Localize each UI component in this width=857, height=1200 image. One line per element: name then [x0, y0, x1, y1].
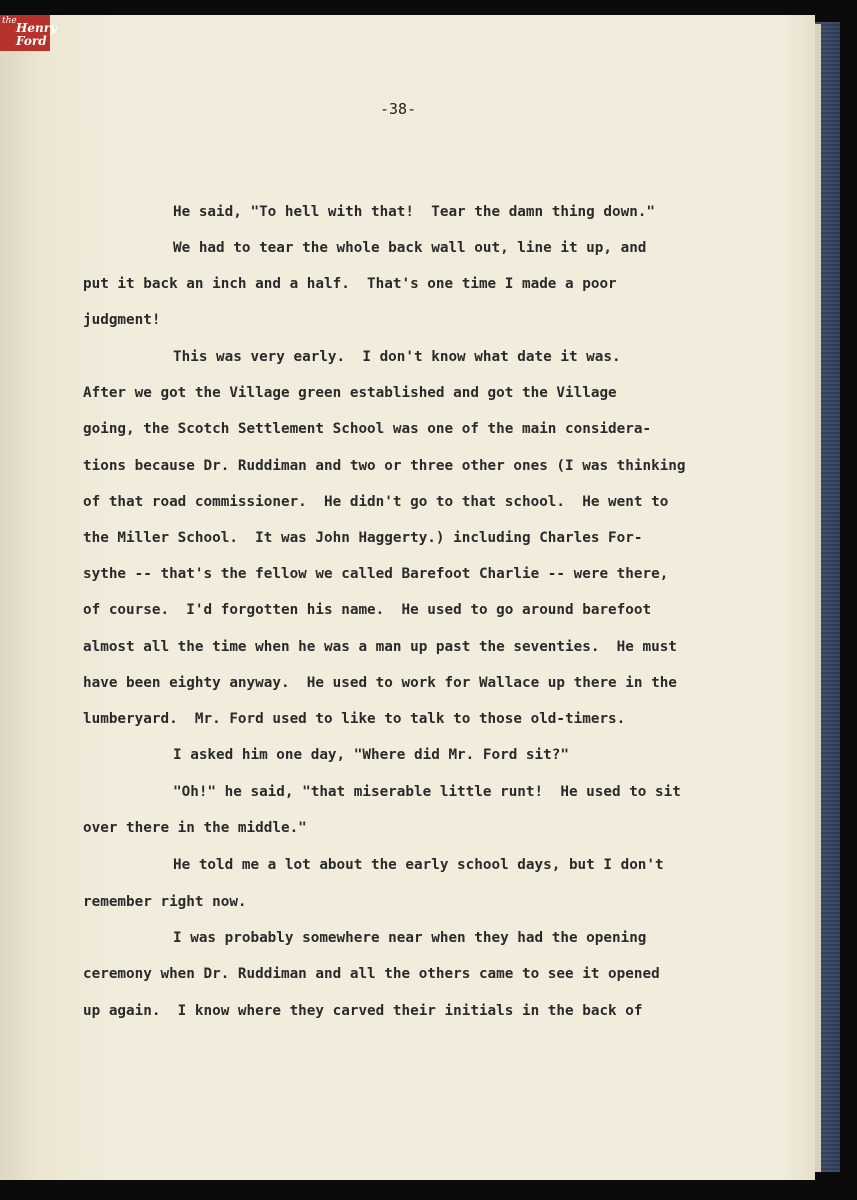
text-line: He told me a lot about the early school days, but I don't — [173, 857, 664, 873]
text-line: the Miller School. It was John Haggerty.) including Charles For- — [83, 530, 643, 546]
text-line: This was very early. I don't know what date it was. — [173, 349, 621, 365]
text-line: put it back an inch and a half. That's one time I made a poor — [83, 276, 617, 292]
text-line: up again. I know where they carved their initials in the back of — [83, 1003, 643, 1019]
text-line: over there in the middle." — [83, 820, 307, 836]
text-line: almost all the time when he was a man up past the seventies. He must — [83, 639, 677, 655]
text-line: of that road commissioner. He didn't go to that school. He went to — [83, 494, 669, 510]
text-line: tions because Dr. Ruddiman and two or three other ones (I was thinking — [83, 458, 686, 474]
text-line: of course. I'd forgotten his name. He used to go around barefoot — [83, 602, 652, 618]
text-line: remember right now. — [83, 894, 247, 910]
text-line: ceremony when Dr. Ruddiman and all the others came to see it opened — [83, 966, 660, 982]
text-line: sythe -- that's the fellow we called Barefoot Charlie -- were there, — [83, 566, 669, 582]
logo-henry: Henry — [16, 21, 57, 35]
page-edge — [815, 24, 821, 1172]
text-line: judgment! — [83, 312, 161, 328]
logo-the: the — [2, 16, 17, 26]
text-line: I asked him one day, "Where did Mr. Ford sit?" — [173, 747, 569, 763]
text-line: After we got the Village green established and got the Village — [83, 385, 617, 401]
text-line: going, the Scotch Settlement School was one of the main considera- — [83, 421, 652, 437]
text-line: He said, "To hell with that! Tear the damn thing down." — [173, 204, 656, 220]
henry-ford-logo — [0, 15, 57, 51]
text-line: We had to tear the whole back wall out, line it up, and — [173, 240, 647, 256]
text-line: I was probably somewhere near when they had the opening — [173, 930, 647, 946]
text-line: "Oh!" he said, "that miserable little runt! He used to sit — [173, 784, 681, 800]
text-line: have been eighty anyway. He used to work for Wallace up there in the — [83, 675, 677, 691]
text-line: lumberyard. Mr. Ford used to like to talk to those old-timers. — [83, 711, 626, 727]
page-number: -38- — [380, 100, 417, 118]
logo-ford: Ford — [16, 34, 47, 48]
